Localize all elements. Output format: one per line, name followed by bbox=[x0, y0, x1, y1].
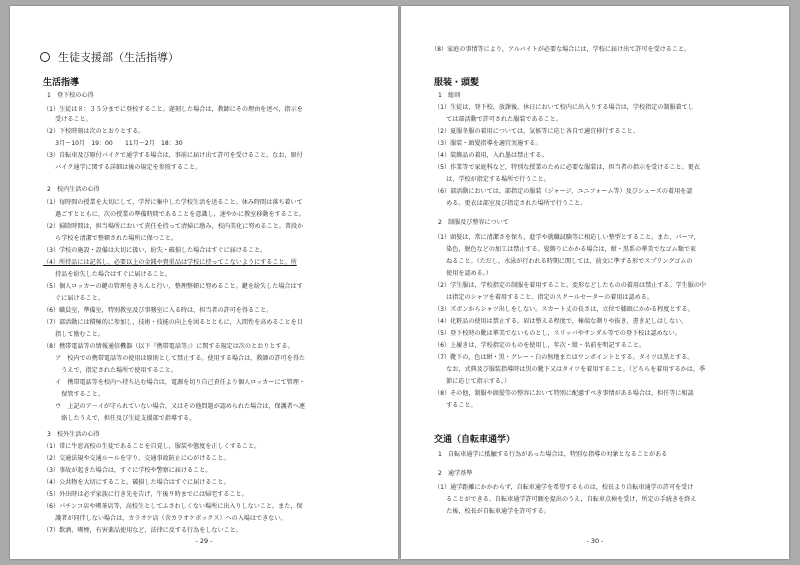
text-line: うえで，指定された場所で使用すること。 bbox=[43, 367, 177, 374]
text-line: た後，校長が自転車通学を許可する。 bbox=[434, 508, 550, 515]
text-line: （5）作業等で家庭科など，特別な授業のために必要な服装は，担当者の指示を受けること。更衣 bbox=[434, 164, 700, 171]
text-line: （1）通学距離にかかわらず，自転車通学を希望するものは，校長より自転車通学の許可を受け bbox=[434, 484, 694, 491]
text-line: ア 校内での携帯電話等の使用は原則として禁止する。使用する場合は，教師の許可を得た bbox=[43, 355, 306, 362]
page-number: - 29 - bbox=[195, 537, 213, 545]
text-line: 節に応じて指示する。） bbox=[434, 378, 511, 385]
text-line: （6）パチンコ店や喫茶店等，高校生としてふさわしくない場所に出入りしないこと。また，保 bbox=[43, 503, 303, 510]
text-line: （4）化粧品の使用は禁止する。眉は整える程度で，極端な剃りや抜き，書き足しはしない。 bbox=[434, 318, 688, 325]
text-line: ら学校を清潔で整頓された場所に保つこと。 bbox=[43, 235, 178, 242]
text-line: （3）ズボンからシャツ出しをしない。スカート丈の長さは，立位で膝頭にかかる程度とする。 bbox=[434, 306, 694, 313]
text-line: 絡したうえで，担任及び生徒支援部で指導する。 bbox=[43, 415, 196, 422]
text-line: イ 携帯電話等を校内へ持ち込む場合は，電源を切り自己責任より個人ロッカーにて管理・ bbox=[43, 379, 305, 386]
text-line: 1 総則 bbox=[438, 92, 461, 99]
text-line: 3 校外生活の心得 bbox=[47, 431, 100, 438]
text-line: （1）頭髪は，常に清潔さを保ち，進学や就職試験等に相応しい整型とすること。また，パーマ， bbox=[434, 234, 700, 241]
text-line: すること。 bbox=[434, 402, 477, 409]
text-line: ウ 上記のア～イが守られていない場合，又はその他問題が認められた場合は，保護者へ連 bbox=[43, 403, 306, 410]
text-line: 受けること。 bbox=[43, 116, 92, 123]
text-line: は指定のシャツを着用すること。指定のスクールセーターの着用は認める。 bbox=[434, 294, 653, 301]
text-line: める。更衣は部室及び指定された場所で行うこと。 bbox=[434, 200, 587, 207]
text-line: 保管すること。 bbox=[43, 391, 104, 398]
text-line: 過ごすとともに，次の授業の準備時間であることを意識し，速やかに教室移動をすること。 bbox=[43, 211, 306, 218]
text-line: （2）掃除時間は，担当場所において責任を持って清掃に励み，校内美化に努めること。普段か bbox=[43, 223, 304, 230]
text-line: バイク通学に関する詳細は後の規定を参照すること。 bbox=[43, 164, 202, 171]
text-line: 使用を認める。） bbox=[434, 270, 492, 277]
text-line: （4）装飾品の着用，入れ墨は禁止する。 bbox=[434, 152, 548, 159]
text-line: （4）所持品には記名し，必要以上の金銭や貴重品は学校に持ってこないようにすること。所 bbox=[43, 259, 297, 266]
text-line: （7）部活動には積極的に参加し，技術・技能の向上を図るとともに，人間性を高めることを目 bbox=[43, 319, 303, 326]
text-line: （1）常に牛窓高校の生徒であることを自覚し，服装や態度を正しくすること。 bbox=[43, 443, 261, 450]
text-line: 3月～10月 19：00 11月～2月 18：30 bbox=[43, 140, 183, 147]
section-title-text: 生徒支援部（生活指導） bbox=[58, 51, 179, 64]
text-line: （3）服装・頭髪指導を適宜実施する。 bbox=[434, 140, 542, 147]
text-line: 指して励むこと。 bbox=[43, 331, 104, 338]
text-line: は，学校が指定する場所で行うこと。 bbox=[434, 176, 550, 183]
heading-fukuso-tohatsu: 服装・頭髪 bbox=[434, 78, 480, 88]
text-line: （5）個人ロッカーの鍵の管理をきちんと行い，整理整頓に努めること。鍵を紛失した場合はす bbox=[43, 283, 303, 290]
text-line: （3）事故が起きた場合は，すぐに学校や警察に届けること。 bbox=[43, 467, 212, 474]
text-line: ることができる。自転車通学許可願を提出のうえ，自転車点検を受け，所定の手続きを終え bbox=[434, 496, 697, 503]
heading-kotsu: 交通（自転車通学） bbox=[434, 435, 516, 445]
section-title bbox=[40, 49, 179, 65]
page-number: - 30 - bbox=[586, 537, 604, 545]
text-line: （7）飲酒，喫煙，有害薬品使用など，法律に反する行為をしないこと。 bbox=[43, 527, 242, 534]
text-line: （1）生徒は，登下校，放課後，休日において校内に出入りする場合は，学校指定の制服着てし bbox=[434, 104, 694, 111]
text-line: なお，式典及び服装指導時は黒の靴下又はタイツを着用すること。（どちらを着用するかは，季 bbox=[434, 366, 706, 373]
text-line: 2 校内生活の心得 bbox=[47, 186, 100, 193]
text-line: （6）職員室，準備室，特別教室及び事務室に入る時は，担当者の許可を得ること。 bbox=[43, 307, 273, 314]
text-line: （2）下校時刻は次のとおりとする。 bbox=[43, 128, 145, 135]
text-line: ねること。（ただし，水泳が行われる時期に関しては，前文に準ずる形でスプリングゴムの bbox=[434, 258, 693, 265]
text-line: 1 自転車通学に抵触する行為があった場合は，特別な指導の対象となることがある bbox=[438, 451, 668, 458]
text-line: （1）生徒は８：３５分までに登校すること。遅刻した場合は，教師にその理由を述べ，指示を bbox=[43, 106, 303, 113]
circle-bullet-icon bbox=[40, 52, 50, 62]
text-line: 護者が同伴しない場合は，カラオケ店（含カラオケボックス）への入場はできない。 bbox=[43, 515, 287, 522]
text-line: （8）家庭の事情等により，アルバイトが必要な場合には，学校に届け出て許可を受けること。 bbox=[431, 46, 691, 53]
text-line: ては部活動で許可された服装であること。 bbox=[434, 116, 562, 123]
text-line: （8）携帯電話等の情報通信機器（以下『携帯電話等』）に関する規定は次のとおりとする。 bbox=[43, 343, 294, 350]
text-line: （3）自転車及び原付バイクで通学する場合は，事前に届け出て許可を受けること。なお，原付 bbox=[43, 152, 303, 159]
text-line: 持品を紛失した場合はすぐに届けること。 bbox=[43, 271, 171, 278]
text-line: （5）外出時は必ず家族に行き先を告げ，午後９時までには帰宅すること。 bbox=[43, 491, 248, 498]
page-29 bbox=[10, 6, 398, 559]
text-line: （8）その他，制服や頭髪等の整容において特別に配慮すべき事情がある場合は，担任等に相談 bbox=[434, 390, 694, 397]
text-line: （3）学校の施設・設備は大切に扱い，紛失・破損した場合はすぐに届けること。 bbox=[43, 247, 267, 254]
text-line: （1）毎時間の授業を大切にして，学習に集中した学校生活を送ること。休み時間は落ち着いて bbox=[43, 199, 303, 206]
text-line: 2 制服及び整容について bbox=[438, 219, 509, 226]
text-line: 2 通学基準 bbox=[438, 470, 473, 477]
text-line: （6）部活動においては，部指定の服装（ジャージ，ユニフォーム等）及びシューズの着用を認 bbox=[434, 188, 693, 195]
text-line: 1 登下校の心得 bbox=[47, 92, 94, 99]
text-line: （6）上履きは，学校指定のものを使用し，年次・組・名前を明記すること。 bbox=[434, 342, 646, 349]
page-30 bbox=[401, 6, 789, 559]
text-line: 染色，脱色などの加工は禁止する。髪飾りにかかる場合は，紺・黒系の華美でなゴム類で束 bbox=[434, 246, 697, 253]
text-line: （4）公共物を大切にすること。破損した場合はすぐに届けること。 bbox=[43, 479, 230, 486]
text-line: （5）登下校時の靴は華美でないものとし，スリッパやサンダル等での登下校は認めない。 bbox=[434, 330, 681, 337]
text-line: ぐに届けること。 bbox=[43, 295, 104, 302]
text-line: （2）夏服冬服の着用については，気候等に応じ各自で適宜移行すること。 bbox=[434, 128, 639, 135]
heading-seikatsu-shido: 生活指導 bbox=[43, 78, 80, 88]
text-line: （2）学生服は，学校指定の制服を着用すること。変形などしたものの着用は禁止する。学生服の中 bbox=[434, 282, 707, 289]
text-line: （7）靴下の，色は紺・黒・グレー・白の無地またはワンポイントとする。タイツは黒とする。 bbox=[434, 354, 694, 361]
text-line: （2）交通法規や交通ルールを守り，交通事故防止に心がけること。 bbox=[43, 455, 230, 462]
